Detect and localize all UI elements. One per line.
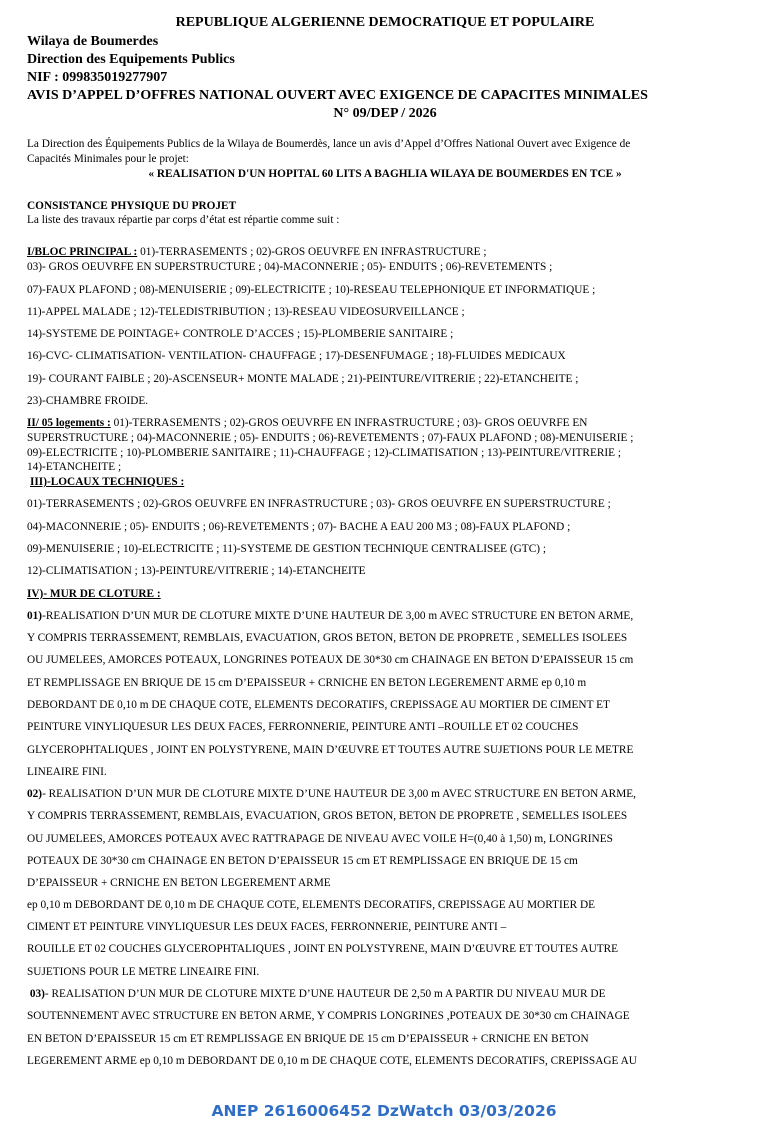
bloc3-label: III)-LOCAUX TECHNIQUES : xyxy=(30,476,185,488)
item3-text: - REALISATION D’UN MUR DE CLOTURE MIXTE D’UNE HAUTEUR DE 2,50 m A PARTIR DU NIVEAU MUR DE xyxy=(44,988,606,1000)
item2-line: Y COMPRIS TERRASSEMENT, REMBLAIS, EVACUATION, GROS BETON, BETON DE PROPRETE , SEMELLES ISOLEES xyxy=(27,810,628,822)
item2-line: SUJETIONS POUR LE METRE LINEAIRE FINI. xyxy=(27,966,260,978)
consistance-subtitle: La liste des travaux répartie par corps d’état est répartie comme suit : xyxy=(27,214,340,226)
item3-line: EN BETON D’EPAISSEUR 15 cm ET REMPLISSAGE EN BRIQUE DE 15 cm D’EPAISSEUR + CRNICHE EN BETON xyxy=(27,1033,589,1045)
bloc3-line: 04)-MACONNERIE ; 05)- ENDUITS ; 06)-REVETEMENTS ; 07)- BACHE A EAU 200 M3 ; 08)-FAUX PLAFOND ; xyxy=(27,521,571,533)
bloc2-text: 01)-TERRASEMENTS ; 02)-GROS OEUVRFE EN INFRASTRUCTURE ; 03)- GROS OEUVRFE EN xyxy=(110,417,588,429)
item1-line xyxy=(27,609,633,624)
item2-line xyxy=(27,787,636,802)
direction-name: Direction des Equipements Publics xyxy=(27,52,235,67)
bloc1-line: 14)-SYSTEME DE POINTAGE+ CONTROLE D’ACCES ; 15)-PLOMBERIE SANITAIRE ; xyxy=(27,328,454,340)
item1-line: ET REMPLISSAGE EN BRIQUE DE 15 cm D’EPAISSEUR + CRNICHE EN BETON LEGEREMENT ARME ep 0,10 m xyxy=(27,677,587,689)
bloc2-label: II/ 05 logements : xyxy=(27,417,111,429)
bloc1-line xyxy=(27,245,487,260)
item3-line: LEGEREMENT ARME ep 0,10 m DEBORDANT DE 0,10 m DE CHAQUE COTE, ELEMENTS DECORATIFS, CREPISSAGE AU xyxy=(27,1055,637,1067)
item2-line: OU JUMELEES, AMORCES POTEAUX AVEC RATTRAPAGE DE NIVEAU AVEC VOILE H=(0,40 à 1,50) m, LONGRINES xyxy=(27,833,613,845)
bloc2-line xyxy=(27,416,587,431)
bloc3-line: 12)-CLIMATISATION ; 13)-PEINTURE/VITRERIE ; 14)-ETANCHEITE xyxy=(27,565,366,577)
project-title: « REALISATION D'UN HOPITAL 60 LITS A BAGHLIA WILAYA DE BOUMERDES EN TCE » xyxy=(148,168,622,180)
item1-line: PEINTURE VINYLIQUESUR LES DEUX FACES, FERRONNERIE, PEINTURE ANTI –ROUILLE ET 02 COUCHES xyxy=(27,721,579,733)
bloc1-text: 01)-TERRASEMENTS ; 02)-GROS OEUVRFE EN INFRASTRUCTURE ; xyxy=(137,246,487,258)
bloc2-line: 09)-ELECTRICITE ; 10)-PLOMBERIE SANITAIRE ; 11)-CHAUFFAGE ; 12)-CLIMATISATION ; 13)-PEINTURE/VITRERIE ; xyxy=(27,447,622,459)
bloc2-line: 14)-ETANCHEITE ; xyxy=(27,461,122,473)
bloc1-line: 11)-APPEL MALADE ; 12)-TELEDISTRIBUTION ; 13)-RESEAU VIDEOSURVEILLANCE ; xyxy=(27,306,465,318)
bloc3-line: 01)-TERRASEMENTS ; 02)-GROS OEUVRFE EN INFRASTRUCTURE ; 03)- GROS OEUVRFE EN SUPERSTRUCTURE ; xyxy=(27,498,611,510)
item1-line: LINEAIRE FINI. xyxy=(27,766,107,778)
wilaya-name: Wilaya de Boumerdes xyxy=(27,34,159,49)
item3-number: 03) xyxy=(27,988,45,1000)
intro-line: La Direction des Équipements Publics de la Wilaya de Boumerdès, lance un avis d’Appel d’Offres National Ouvert avec Exigence de xyxy=(27,138,631,150)
bloc3-line: 09)-MENUISERIE ; 10)-ELECTRICITE ; 11)-SYSTEME DE GESTION TECHNIQUE CENTRALISEE (GTC) ; xyxy=(27,543,546,555)
item2-line: POTEAUX DE 30*30 cm CHAINAGE EN BETON D’EPAISSEUR 15 cm ET REMPLISSAGE EN BRIQUE DE 15 cm xyxy=(27,855,578,867)
item3-line xyxy=(27,987,605,1002)
bloc1-line: 16)-CVC- CLIMATISATION- VENTILATION- CHAUFFAGE ; 17)-DESENFUMAGE ; 18)-FLUIDES MEDICAUX xyxy=(27,350,566,362)
avis-number: N° 09/DEP / 2026 xyxy=(333,106,437,121)
item2-line: ROUILLE ET 02 COUCHES GLYCEROPHTALIQUES , JOINT EN POLYSTYRENE, MAIN D’ŒUVRE ET TOUTES AUTRE xyxy=(27,943,619,955)
item1-text: -REALISATION D’UN MUR DE CLOTURE MIXTE D’UNE HAUTEUR DE 3,00 m AVEC STRUCTURE EN BETON ARME, xyxy=(42,610,634,622)
item2-line: ep 0,10 m DEBORDANT DE 0,10 m DE CHAQUE COTE, ELEMENTS DECORATIFS, CREPISSAGE AU MORTIER DE xyxy=(27,899,596,911)
item1-line: DEBORDANT DE 0,10 m DE CHAQUE COTE, ELEMENTS DECORATIFS, CREPISSAGE AU MORTIER DE CIMENT ET xyxy=(27,699,610,711)
bloc1-label: I/BLOC PRINCIPAL : xyxy=(27,246,138,258)
item2-number: 02) xyxy=(27,788,43,800)
nif-number: NIF : 099835019277907 xyxy=(27,70,168,85)
item3-line: SOUTENNEMENT AVEC STRUCTURE EN BETON ARME, Y COMPRIS LONGRINES ,POTEAUX DE 30*30 cm CHAINAGE xyxy=(27,1010,630,1022)
intro-line: Capacités Minimales pour le projet: xyxy=(27,153,189,165)
item1-line: Y COMPRIS TERRASSEMENT, REMBLAIS, EVACUATION, GROS BETON, BETON DE PROPRETE , SEMELLES ISOLEES xyxy=(27,632,628,644)
bloc1-line: 23)-CHAMBRE FROIDE. xyxy=(27,395,149,407)
item1-line: OU JUMELEES, AMORCES POTEAUX, LONGRINES POTEAUX DE 30*30 cm CHAINAGE EN BETON D’EPAISSEUR 15 cm xyxy=(27,654,634,666)
bloc1-line: 19)- COURANT FAIBLE ; 20)-ASCENSEUR+ MONTE MALADE ; 21)-PEINTURE/VITRERIE ; 22)-ETANCHEITE ; xyxy=(27,373,579,385)
bloc2-line: SUPERSTRUCTURE ; 04)-MACONNERIE ; 05)- ENDUITS ; 06)-REVETEMENTS ; 07)-FAUX PLAFOND ; 08)-MENUISERIE ; xyxy=(27,432,634,444)
item1-number: 01) xyxy=(27,610,43,622)
item2-line: D’EPAISSEUR + CRNICHE EN BETON LEGEREMENT ARME xyxy=(27,877,331,889)
bloc1-line: 03)- GROS OEUVRFE EN SUPERSTRUCTURE ; 04)-MACONNERIE ; 05)- ENDUITS ; 06)-REVETEMENTS ; xyxy=(27,261,553,273)
republic-title: REPUBLIQUE ALGERIENNE DEMOCRATIQUE ET POPULAIRE xyxy=(175,15,595,30)
anep-footer: ANEP 2616006452 DzWatch 03/03/2026 xyxy=(211,1102,557,1120)
item2-line: CIMENT ET PEINTURE VINYLIQUESUR LES DEUX FACES, FERRONNERIE, PEINTURE ANTI – xyxy=(27,921,507,933)
item2-text: - REALISATION D’UN MUR DE CLOTURE MIXTE D’UNE HAUTEUR DE 3,00 m AVEC STRUCTURE EN BETON ARME, xyxy=(42,788,636,800)
item1-line: GLYCEROPHTALIQUES , JOINT EN POLYSTYRENE, MAIN D’ŒUVRE ET TOUTES AUTRE SUJETIONS POUR LE METRE xyxy=(27,744,634,756)
bloc4-label: IV)- MUR DE CLOTURE : xyxy=(27,588,161,600)
consistance-title: CONSISTANCE PHYSIQUE DU PROJET xyxy=(27,200,237,212)
avis-title: AVIS D’APPEL D’OFFRES NATIONAL OUVERT AVEC EXIGENCE DE CAPACITES MINIMALES xyxy=(27,88,648,103)
bloc1-line: 07)-FAUX PLAFOND ; 08)-MENUISERIE ; 09)-ELECTRICITE ; 10)-RESEAU TELEPHONIQUE ET INFORMATIQUE ; xyxy=(27,284,596,296)
